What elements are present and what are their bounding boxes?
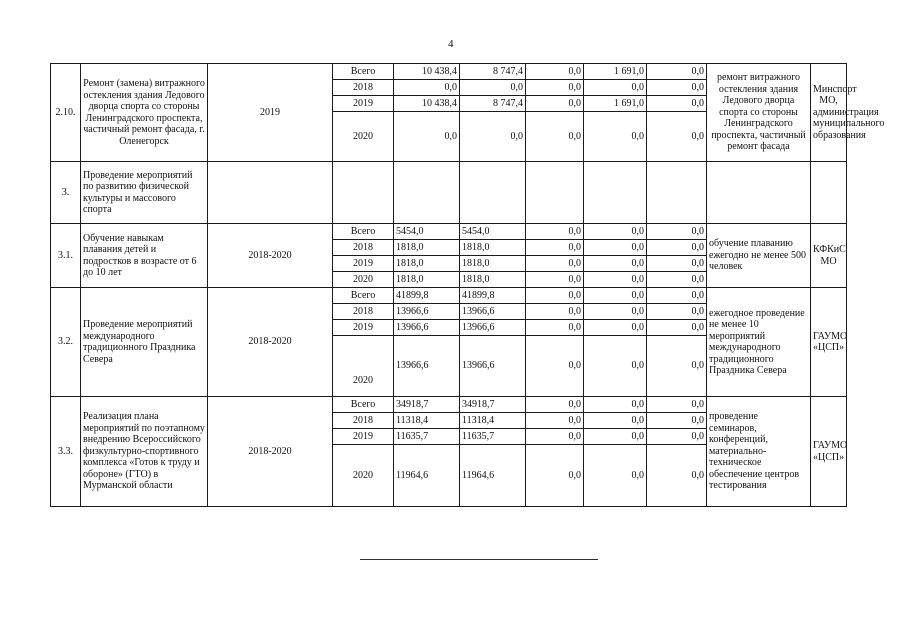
- result-cell: ежегодное проведение не менее 10 мероприятий международного традиционного Праздника Севера: [707, 288, 811, 397]
- local-cell: 0,0: [584, 272, 647, 288]
- total-cell: 13966,6: [394, 336, 460, 397]
- year-cell: 2020: [333, 112, 394, 162]
- total-cell: 0,0: [394, 80, 460, 96]
- section-row: [51, 162, 847, 224]
- local-cell: 0,0: [584, 304, 647, 320]
- year-cell: Всего: [333, 64, 394, 80]
- local-cell: 0,0: [584, 413, 647, 429]
- total-cell: 11964,6: [394, 445, 460, 507]
- regional-cell: 5454,0: [460, 224, 526, 240]
- other-cell: 0,0: [647, 413, 707, 429]
- federal-cell: 0,0: [526, 80, 584, 96]
- other-cell: 0,0: [647, 112, 707, 162]
- measure-name: Обучение навыкам плавания детей и подростков в возрасте от 6 до 10 лет: [81, 224, 208, 288]
- year-cell: 2018: [333, 413, 394, 429]
- executor-cell: Минспорт МО, администрация муниципального образования: [811, 64, 847, 162]
- federal-cell: 0,0: [526, 272, 584, 288]
- local-cell: 0,0: [584, 256, 647, 272]
- total-cell: 11318,4: [394, 413, 460, 429]
- federal-cell: 0,0: [526, 429, 584, 445]
- regional-cell: 8 747,4: [460, 64, 526, 80]
- result-cell: ремонт витражного остекления здания Ледового дворца спорта со стороны Ленинградского проспекта, частичный ремонт фасада: [707, 64, 811, 162]
- row-number: 2.10.: [51, 64, 81, 162]
- total-cell: 41899,8: [394, 288, 460, 304]
- local-cell: 0,0: [584, 288, 647, 304]
- federal-cell: 0,0: [526, 64, 584, 80]
- other-cell: 0,0: [647, 256, 707, 272]
- year-cell: 2019: [333, 429, 394, 445]
- table-row: [51, 397, 847, 413]
- federal-cell: 0,0: [526, 397, 584, 413]
- federal-cell: 0,0: [526, 96, 584, 112]
- total-cell: 1818,0: [394, 272, 460, 288]
- executor-cell: ГАУМО «ЦСП»: [811, 397, 847, 507]
- regional-cell: 1818,0: [460, 240, 526, 256]
- local-cell: 0,0: [584, 240, 647, 256]
- federal-cell: 0,0: [526, 224, 584, 240]
- local-cell: 1 691,0: [584, 64, 647, 80]
- local-cell: 0,0: [584, 224, 647, 240]
- regional-cell: 0,0: [460, 80, 526, 96]
- federal-cell: 0,0: [526, 256, 584, 272]
- table-row: [51, 224, 847, 240]
- result-cell: проведение семинаров, конференций, материально-техническое обеспечение центров тестирования: [707, 397, 811, 507]
- executor-cell: КФКиС МО: [811, 224, 847, 288]
- other-cell: 0,0: [647, 429, 707, 445]
- section-title: Проведение мероприятий по развитию физической культуры и массового спорта: [81, 162, 208, 224]
- program-table: [50, 63, 885, 507]
- federal-cell: 0,0: [526, 320, 584, 336]
- other-cell: 0,0: [647, 336, 707, 397]
- federal-cell: 0,0: [526, 240, 584, 256]
- total-cell: 34918,7: [394, 397, 460, 413]
- local-cell: 0,0: [584, 336, 647, 397]
- year-cell: 2020: [333, 445, 394, 507]
- total-cell: 13966,6: [394, 320, 460, 336]
- local-cell: 0,0: [584, 397, 647, 413]
- year-cell: 2019: [333, 320, 394, 336]
- regional-cell: 11318,4: [460, 413, 526, 429]
- regional-cell: 11964,6: [460, 445, 526, 507]
- federal-cell: 0,0: [526, 445, 584, 507]
- local-cell: 0,0: [584, 80, 647, 96]
- year-cell: 2018: [333, 80, 394, 96]
- period: 2019: [208, 64, 333, 162]
- other-cell: 0,0: [647, 320, 707, 336]
- year-cell: 2020: [333, 272, 394, 288]
- period: 2018-2020: [208, 224, 333, 288]
- measure-name: Реализация плана мероприятий по поэтапному внедрению Всероссийского физкультурно-спортивного комплекса «Готов к труду и обороне» (ГТО) в Мурманской области: [81, 397, 208, 507]
- local-cell: 1 691,0: [584, 96, 647, 112]
- other-cell: 0,0: [647, 224, 707, 240]
- total-cell: 0,0: [394, 112, 460, 162]
- year-cell: 2018: [333, 240, 394, 256]
- total-cell: 10 438,4: [394, 96, 460, 112]
- total-cell: 1818,0: [394, 256, 460, 272]
- other-cell: 0,0: [647, 64, 707, 80]
- year-cell: Всего: [333, 224, 394, 240]
- end-rule: [360, 559, 598, 560]
- regional-cell: 1818,0: [460, 256, 526, 272]
- regional-cell: 13966,6: [460, 320, 526, 336]
- measure-name: Проведение мероприятий международного традиционного Праздника Севера: [81, 288, 208, 397]
- total-cell: 13966,6: [394, 304, 460, 320]
- year-cell: Всего: [333, 288, 394, 304]
- year-cell: 2020: [333, 336, 394, 397]
- year-cell: 2019: [333, 256, 394, 272]
- other-cell: 0,0: [647, 96, 707, 112]
- local-cell: 0,0: [584, 445, 647, 507]
- regional-cell: 0,0: [460, 112, 526, 162]
- row-number: 3.2.: [51, 288, 81, 397]
- local-cell: 0,0: [584, 112, 647, 162]
- other-cell: 0,0: [647, 288, 707, 304]
- federal-cell: 0,0: [526, 112, 584, 162]
- other-cell: 0,0: [647, 272, 707, 288]
- page-number: 4: [448, 38, 454, 50]
- period: 2018-2020: [208, 288, 333, 397]
- row-number: 3.3.: [51, 397, 81, 507]
- year-cell: 2018: [333, 304, 394, 320]
- other-cell: 0,0: [647, 80, 707, 96]
- other-cell: 0,0: [647, 397, 707, 413]
- other-cell: 0,0: [647, 304, 707, 320]
- total-cell: 10 438,4: [394, 64, 460, 80]
- federal-cell: 0,0: [526, 336, 584, 397]
- local-cell: 0,0: [584, 320, 647, 336]
- regional-cell: 34918,7: [460, 397, 526, 413]
- table-row: [51, 288, 847, 304]
- measure-name: Ремонт (замена) витражного остекления здания Ледового дворца спорта со стороны Ленинградского проспекта, частичный ремонт фасада, г. Оленегорск: [81, 64, 208, 162]
- year-cell: 2019: [333, 96, 394, 112]
- executor-cell: ГАУМО «ЦСП»: [811, 288, 847, 397]
- table-row: [51, 64, 847, 80]
- regional-cell: 13966,6: [460, 304, 526, 320]
- regional-cell: 41899,8: [460, 288, 526, 304]
- local-cell: 0,0: [584, 429, 647, 445]
- year-cell: Всего: [333, 397, 394, 413]
- result-cell: обучение плаванию ежегодно не менее 500 человек: [707, 224, 811, 288]
- row-number: 3.: [51, 162, 81, 224]
- total-cell: 5454,0: [394, 224, 460, 240]
- federal-cell: 0,0: [526, 413, 584, 429]
- period: 2018-2020: [208, 397, 333, 507]
- regional-cell: 11635,7: [460, 429, 526, 445]
- other-cell: 0,0: [647, 445, 707, 507]
- federal-cell: 0,0: [526, 288, 584, 304]
- total-cell: 11635,7: [394, 429, 460, 445]
- other-cell: 0,0: [647, 240, 707, 256]
- total-cell: 1818,0: [394, 240, 460, 256]
- regional-cell: 13966,6: [460, 336, 526, 397]
- regional-cell: 8 747,4: [460, 96, 526, 112]
- regional-cell: 1818,0: [460, 272, 526, 288]
- row-number: 3.1.: [51, 224, 81, 288]
- federal-cell: 0,0: [526, 304, 584, 320]
